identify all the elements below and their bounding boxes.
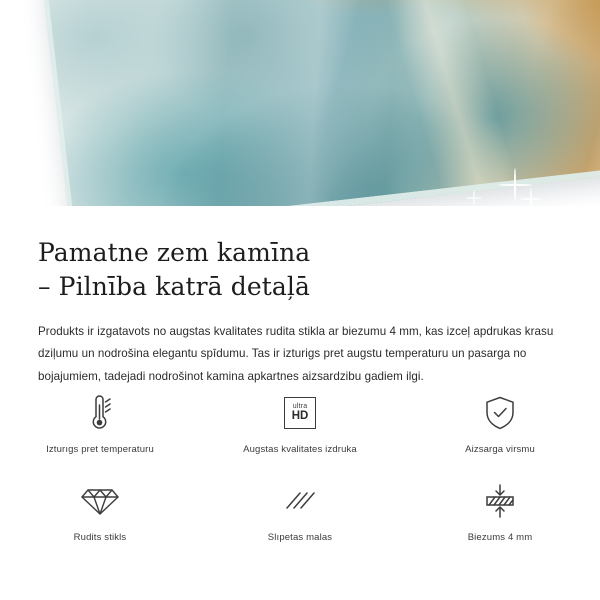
feature-label: Biezums 4 mm — [467, 532, 533, 543]
page-title — [0, 222, 600, 304]
feature-item-tempered-glass — [0, 480, 200, 560]
feature-label: Aizsarga virsmu — [465, 444, 535, 455]
headline-line-1: Pamatne zem kamīna — [38, 238, 311, 267]
glass-panel-artwork — [42, 0, 600, 222]
feature-label: Augstas kvalitates izdruka — [243, 444, 357, 455]
ultra-hd-badge-top: ultra — [292, 403, 308, 411]
headline-line-2: – Pilnība katrā detaļā — [38, 272, 310, 301]
feature-item-polished-edges — [200, 480, 400, 560]
ultra-hd-icon — [284, 392, 316, 434]
hero-bottom-fade — [0, 206, 600, 222]
feature-item-ultra-hd — [200, 392, 400, 472]
feature-grid — [0, 392, 600, 560]
feature-label: Rudits stikls — [73, 532, 127, 543]
ultra-hd-badge-bottom: HD — [291, 410, 309, 423]
feature-item-thickness — [400, 480, 600, 560]
feature-label: Slıpetas malas — [267, 532, 333, 543]
shield-check-icon — [483, 392, 517, 434]
content-block — [0, 222, 600, 388]
feature-item-surface-protection — [400, 392, 600, 472]
feature-item-temperature — [0, 392, 200, 472]
hero-image — [0, 0, 600, 222]
feature-label: Izturıgs pret temperaturu — [46, 444, 154, 455]
body-paragraph: Produkts ir izgatavots no augstas kvalitates rudita stikla ar biezumu 4 mm, kas izceļ apdrukas krasu dziļumu un nodrošina elegantu spīdumu. Tas ir izturigs pret augstu temperaturu un pasarga no bojajumiem, tadejadi nodrošinot kamina apkartnes aizsardzibu gadiem ilgi. — [38, 325, 554, 383]
diamond-icon — [80, 480, 120, 522]
thickness-icon — [481, 480, 519, 522]
thermometer-icon — [83, 392, 117, 434]
polished-edges-icon — [281, 480, 319, 522]
